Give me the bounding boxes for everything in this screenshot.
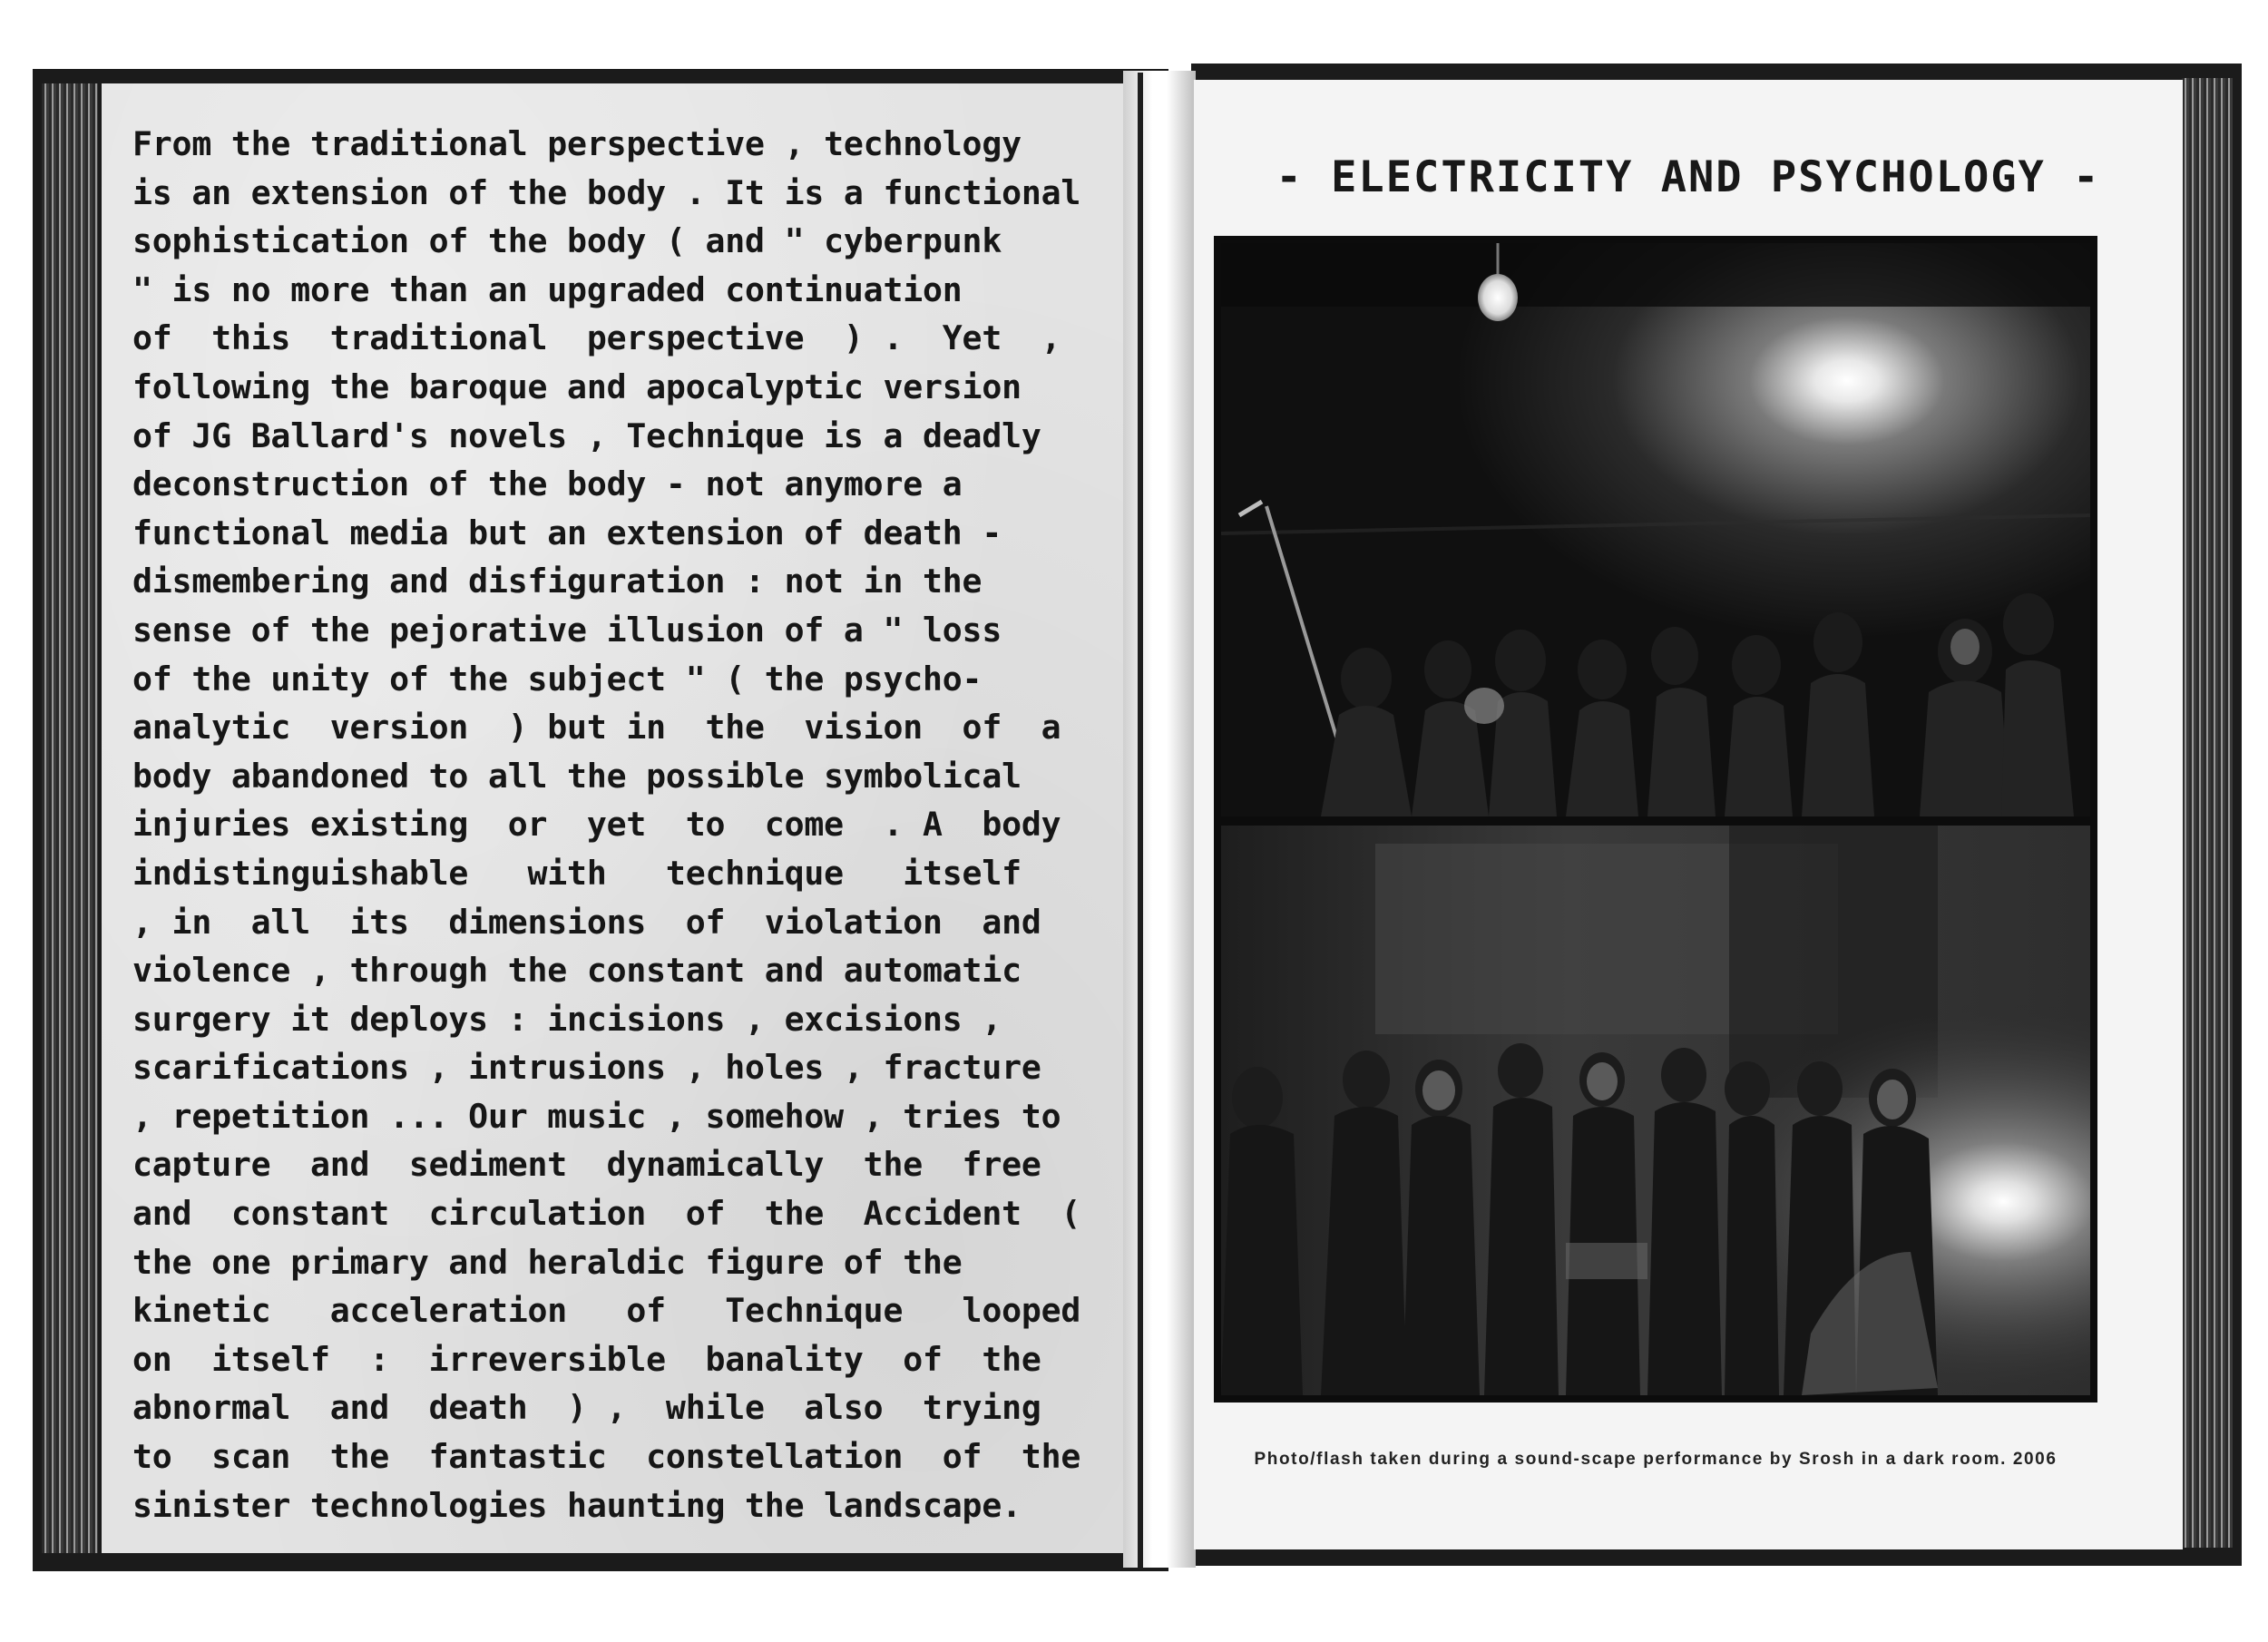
right-page: [1194, 80, 2183, 1549]
text-line: on itself : irreversible banality of the: [132, 1339, 1041, 1379]
text-line: dismembering and disfiguration : not in the: [132, 562, 982, 601]
text-line: violence , through the constant and automatic: [132, 951, 1022, 991]
text-line: abnormal and death ) , while also trying: [132, 1388, 1041, 1428]
text-line: kinetic acceleration of Technique looped: [132, 1291, 1081, 1331]
text-line: of JG Ballard's novels , Technique is a deadly: [132, 415, 1041, 455]
text-line: indistinguishable with technique itself: [132, 853, 1022, 893]
text-line: analytic version ) but in the vision of a: [132, 708, 1061, 748]
text-line: sinister technologies haunting the landscape.: [132, 1485, 1022, 1525]
text-line: deconstruction of the body - not anymore a: [132, 464, 963, 504]
text-line: From the traditional perspective , technology: [132, 124, 1022, 163]
text-line: surgery it deploys : incisions , excisions ,: [132, 999, 1002, 1039]
photo-top-image: [1221, 243, 2090, 816]
photo-bottom-image: [1221, 826, 2090, 1395]
page-stack-left: [42, 83, 98, 1553]
text-line: and constant circulation of the Accident (: [132, 1194, 1081, 1234]
text-line: scarifications , intrusions , holes , fracture: [132, 1048, 1041, 1088]
text-line: " is no more than an upgraded continuation: [132, 269, 963, 309]
text-line: to scan the fantastic constellation of the: [132, 1437, 1081, 1477]
text-line: following the baroque and apocalyptic version: [132, 367, 1022, 406]
spine-fold: [1138, 73, 1143, 1569]
text-line: of the unity of the subject " ( the psycho-: [132, 659, 982, 699]
page-stack-right: [2182, 78, 2233, 1548]
photo-frame: [1214, 236, 2097, 1403]
text-line: sophistication of the body ( and " cyberpunk: [132, 221, 1002, 261]
text-line: is an extension of the body . It is a functional: [132, 172, 1081, 212]
text-line: the one primary and heraldic figure of the: [132, 1242, 963, 1282]
photo-caption: Photo/flash taken during a sound-scape performance by Srosh in a dark room. 2006: [1254, 1450, 2058, 1469]
left-page: [102, 83, 1127, 1553]
photo-performance-flash-top: [1221, 243, 2090, 816]
text-line: sense of the pejorative illusion of a " loss: [132, 610, 1002, 650]
text-line: injuries existing or yet to come . A body: [132, 805, 1061, 845]
text-line: capture and sediment dynamically the free: [132, 1145, 1041, 1185]
book-gutter: [1123, 71, 1196, 1568]
text-line: body abandoned to all the possible symbolical: [132, 756, 1022, 796]
text-line: , repetition ... Our music , somehow , tries to: [132, 1096, 1061, 1136]
typewritten-essay: [132, 120, 1127, 1530]
text-line: functional media but an extension of death -: [132, 513, 1002, 552]
text-line: of this traditional perspective ) . Yet ,: [132, 318, 1061, 358]
text-line: , in all its dimensions of violation and: [132, 902, 1041, 942]
photo-performance-flash-bottom: [1221, 826, 2090, 1395]
page-title: - ELECTRICITY AND PSYCHOLOGY -: [1276, 152, 2101, 202]
